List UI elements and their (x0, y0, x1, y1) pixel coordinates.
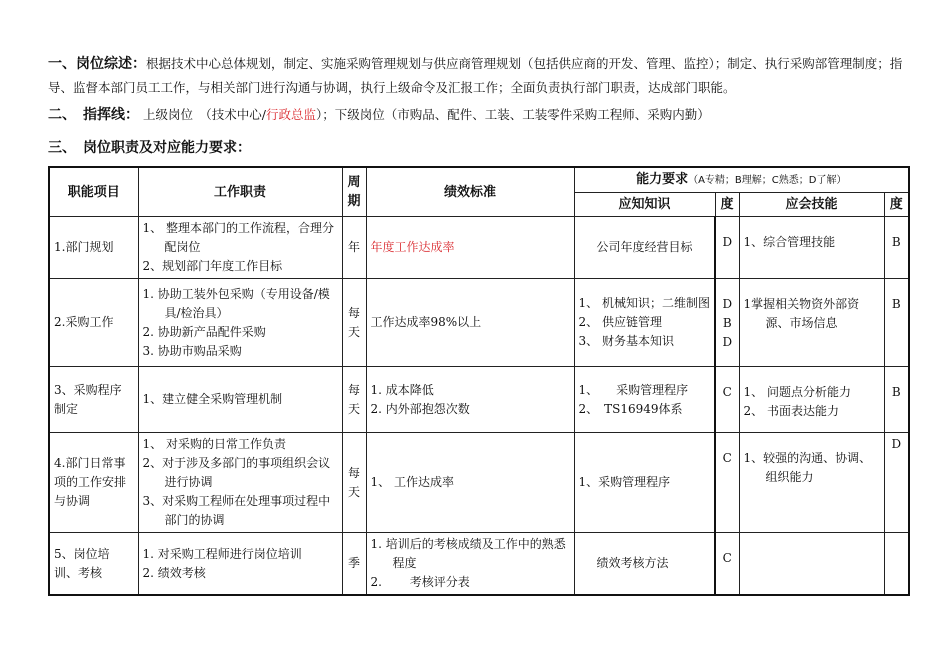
kpi-item: 2. 内外部抱怨次数 (370, 401, 470, 416)
function-cell: 2.采购工作 (49, 279, 138, 367)
duty-cell (138, 279, 342, 367)
duties-item: 3、对采购工程师在处理事项过程中部门的协调 (142, 494, 331, 527)
duties-item: 2. 绩效考核 (142, 565, 206, 580)
knowledge-item: 1、 机械知识；二维制图 (578, 296, 710, 310)
duty-cell (138, 217, 342, 279)
knowledge-item: 2、 TS16949体系 (578, 401, 683, 416)
knowledge-item: 绩效考核方法 (596, 556, 669, 570)
knowledge-list (579, 473, 711, 492)
function-cell: 1.部门规划 (49, 217, 138, 279)
kpi-list (371, 535, 570, 592)
degree-letter: D (722, 335, 733, 349)
knowledge-item: 3、 财务基本知识 (578, 334, 674, 348)
table-row (49, 433, 909, 533)
duty-cell (138, 367, 342, 433)
knowledge-item: 公司年度经营目标 (596, 240, 693, 254)
document-page (48, 52, 908, 596)
header-degree: 度 (715, 193, 739, 217)
knowledge-cell (574, 217, 715, 279)
table-row (49, 367, 909, 433)
skills-item: 1掌握相关物资外部资源、市场信息 (743, 297, 860, 330)
skills-item: 1、 问题点分析能力 (743, 385, 851, 399)
kpi-cell (366, 217, 574, 279)
section-command-heading: 二、 指挥线： (48, 107, 139, 123)
skill-degree-cell (884, 533, 909, 596)
header-ability-label: 能力要求 (636, 172, 689, 187)
kpi-cell (366, 533, 574, 596)
section-command-line (48, 103, 908, 127)
knowledge-cell (574, 279, 715, 367)
duties-list (143, 219, 338, 276)
function-cell: 4.部门日常事项的工作安排与协调 (49, 433, 138, 533)
skills-list (744, 233, 880, 252)
duty-cell (138, 533, 342, 596)
duties-list (143, 390, 338, 409)
duties-item: 1、建立健全采购管理机制 (142, 392, 283, 406)
duties-list (143, 435, 338, 530)
knowledge-degree-cell: C (715, 433, 739, 533)
knowledge-degree-cell: C (715, 367, 739, 433)
knowledge-degree-cell: D (715, 217, 739, 279)
knowledge-item: 1、 采购管理程序 (578, 382, 689, 397)
kpi-list (371, 381, 570, 419)
knowledge-list (579, 294, 711, 351)
header-duty: 工作职责 (138, 167, 342, 217)
duties-list (143, 285, 338, 361)
skill-cell (739, 367, 884, 433)
duty-cell (138, 433, 342, 533)
header-function: 职能项目 (49, 167, 138, 217)
skill-cell (739, 433, 884, 533)
responsibility-table (48, 166, 910, 596)
kpi-item: 1. 培训后的考核成绩及工作中的熟悉程度 (370, 537, 566, 570)
duties-item: 3. 协助市购品采购 (142, 343, 242, 358)
cycle-cell: 每天 (342, 279, 366, 367)
skill-cell (739, 279, 884, 367)
function-cell: 3、采购程序制定 (49, 367, 138, 433)
table-row (49, 217, 909, 279)
kpi-list (371, 313, 570, 332)
knowledge-cell (574, 367, 715, 433)
skills-list (744, 295, 880, 333)
skills-item: 1、较强的沟通、协调、组织能力 (743, 451, 872, 484)
section-responsibilities-heading: 三、 岗位职责及对应能力要求： (48, 140, 251, 156)
kpi-cell (366, 433, 574, 533)
table-header-row (49, 167, 909, 193)
duties-item: 2. 协助新产品配件采购 (142, 324, 266, 339)
superior-suffix: ）；下级岗位（市购品、配件、工装、工装零件采购工程师、采购内勤） (315, 107, 710, 122)
kpi-cell (366, 367, 574, 433)
skill-cell (739, 533, 884, 596)
superior-highlight: 行政总监 (265, 107, 316, 122)
section-overview (48, 52, 908, 100)
table-row (49, 533, 909, 596)
kpi-list (371, 473, 570, 492)
section-overview-heading: 一、岗位综述： (48, 56, 146, 72)
degree-letter: D (722, 297, 733, 311)
cycle-cell: 季 (342, 533, 366, 596)
knowledge-list (579, 381, 711, 419)
knowledge-degree-cell: C (715, 533, 739, 596)
duties-item: 1、 整理本部门的工作流程，合理分配岗位 (142, 221, 334, 254)
superior-prefix: 上级岗位 （技术中心/ (142, 107, 266, 122)
table-body (49, 217, 909, 596)
table-row (49, 279, 909, 367)
header-degree-2: 度 (884, 193, 909, 217)
duties-item: 2、对于涉及多部门的事项组织会议进行协调 (142, 456, 331, 489)
knowledge-degree-cell (715, 279, 739, 367)
header-kpi: 绩效标准 (366, 167, 574, 217)
degree-letter: B (722, 316, 732, 330)
duties-item: 1. 协助工装外包采购（专用设备/模具/检治具） (142, 286, 330, 320)
duties-item: 1、 对采购的日常工作负责 (142, 437, 286, 451)
skills-item: 2、 书面表达能力 (743, 404, 839, 418)
knowledge-list (597, 554, 711, 573)
header-ability-note: （A专精；B理解；C熟悉；D了解） (688, 175, 847, 186)
kpi-item: 2. 考核评分表 (370, 575, 470, 589)
kpi-cell (366, 279, 574, 367)
skills-list (744, 449, 880, 487)
skill-degree-cell: B (884, 217, 909, 279)
skill-cell (739, 217, 884, 279)
kpi-item: 年度工作达成率 (370, 240, 455, 254)
section-overview-text: 根据技术中心总体规划，制定、实施采购管理规划与供应商管理规划（包括供应商的开发、管理、监控）；制定、执行采购部管理制度；指导、监督本部门员工工作，与相关部门进行沟通与协调，执行上级命令及汇报工作；全面负责执行部门职责，达成部门职能。 (48, 56, 903, 95)
knowledge-cell (574, 533, 715, 596)
skill-degree-cell: B (884, 367, 909, 433)
skills-item: 1、综合管理技能 (743, 235, 836, 249)
cycle-cell: 每天 (342, 433, 366, 533)
knowledge-item: 1、采购管理程序 (578, 475, 671, 489)
header-ability (574, 167, 909, 193)
header-knowledge: 应知知识 (574, 193, 715, 217)
kpi-list (371, 238, 570, 257)
knowledge-cell (574, 433, 715, 533)
knowledge-item: 2、 供应链管理 (578, 315, 662, 329)
duties-list (143, 545, 338, 583)
skills-list (744, 383, 880, 421)
duties-item: 1. 对采购工程师进行岗位培训 (142, 546, 302, 561)
header-cycle: 周期 (342, 167, 366, 217)
kpi-item: 1、 工作达成率 (370, 475, 454, 489)
header-skill: 应会技能 (739, 193, 884, 217)
skill-degree-cell: D (884, 433, 909, 533)
section-responsibilities (48, 136, 908, 160)
cycle-cell: 每天 (342, 367, 366, 433)
skill-degree-cell: B (884, 279, 909, 367)
kpi-item: 工作达成率98%以上 (370, 315, 482, 329)
cycle-cell: 年 (342, 217, 366, 279)
knowledge-list (597, 238, 711, 257)
duties-item: 2、规划部门年度工作目标 (142, 259, 283, 273)
function-cell: 5、岗位培训、考核 (49, 533, 138, 596)
kpi-item: 1. 成本降低 (370, 382, 434, 397)
